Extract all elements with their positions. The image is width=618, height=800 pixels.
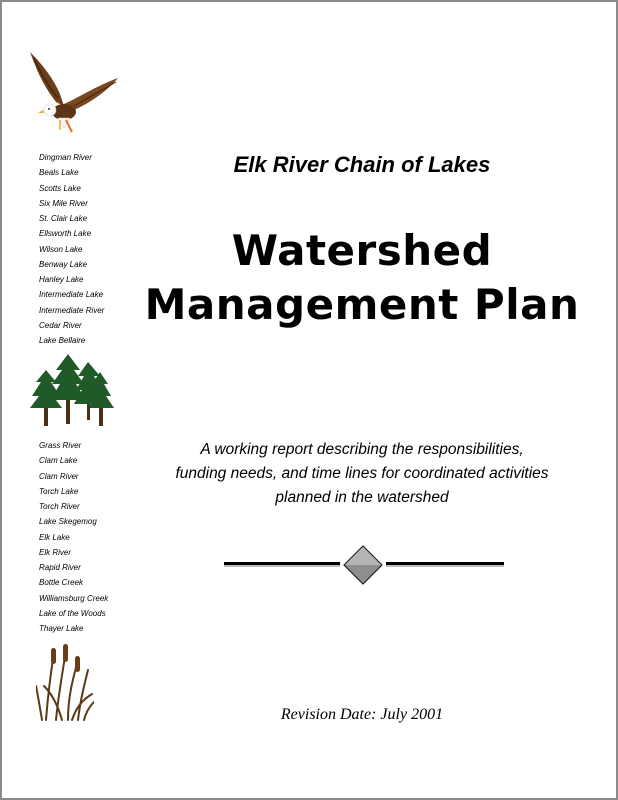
lake-list-item: Lake Bellaire <box>39 336 86 345</box>
lake-list-item: Intermediate Lake <box>39 290 104 300</box>
lake-list-item: Elk River <box>39 547 72 557</box>
description <box>152 438 572 510</box>
lake-list-item: Six Mile River <box>39 198 88 208</box>
revision-date: Revision Date: July 2001 <box>280 706 444 723</box>
lake-list-item: Hanley Lake <box>39 275 84 284</box>
lake-list-item: Dingman River <box>39 153 92 162</box>
eagle-icon <box>20 46 120 138</box>
lake-list-item: Intermediate River <box>39 305 105 315</box>
lake-list-item: Williamsburg Creek <box>39 593 109 603</box>
lake-list-item: Scotts Lake <box>39 183 81 193</box>
description-line-2: funding needs, and time lines for coordinated activities <box>175 465 549 482</box>
lake-list-item: Torch River <box>39 502 80 511</box>
cattail-reeds-icon <box>36 642 94 722</box>
title-line-1: Watershed <box>231 226 493 275</box>
lake-list-item: Thayer Lake <box>39 624 84 633</box>
lake-list-item: Ellsworth Lake <box>39 229 92 239</box>
diamond-divider-icon <box>224 544 504 588</box>
lake-list-item: Lake Skegemog <box>39 517 97 527</box>
lake-list-item: Lake of the Woods <box>39 608 106 618</box>
subtitle: Elk River Chain of Lakes <box>233 152 491 177</box>
lake-list-item: Wilson Lake <box>39 244 83 254</box>
lake-list-lower <box>39 438 108 636</box>
lake-list-item: Benway Lake <box>39 259 88 269</box>
lake-list-item: Clam Lake <box>39 456 78 466</box>
lake-list-item: Elk Lake <box>39 532 70 542</box>
title-line-2: Management Plan <box>144 280 580 329</box>
pine-trees-icon <box>30 352 114 428</box>
lake-list-item: Grass River <box>39 441 82 450</box>
lake-list-item: Clam River <box>39 471 79 481</box>
lake-list-item: Torch Lake <box>39 486 79 496</box>
lake-list-item: Bottle Creek <box>39 578 84 588</box>
lake-list-item: St. Clair Lake <box>39 214 88 223</box>
lake-list-item: Rapid River <box>39 563 81 572</box>
page-title <box>112 224 612 332</box>
description-line-1: A working report describing the responsibilities, <box>200 441 524 458</box>
lake-list-upper <box>39 150 104 348</box>
description-line-3: planned in the watershed <box>275 489 449 506</box>
lake-list-item: Cedar River <box>39 320 82 330</box>
lake-list-item: Beals Lake <box>39 168 79 178</box>
